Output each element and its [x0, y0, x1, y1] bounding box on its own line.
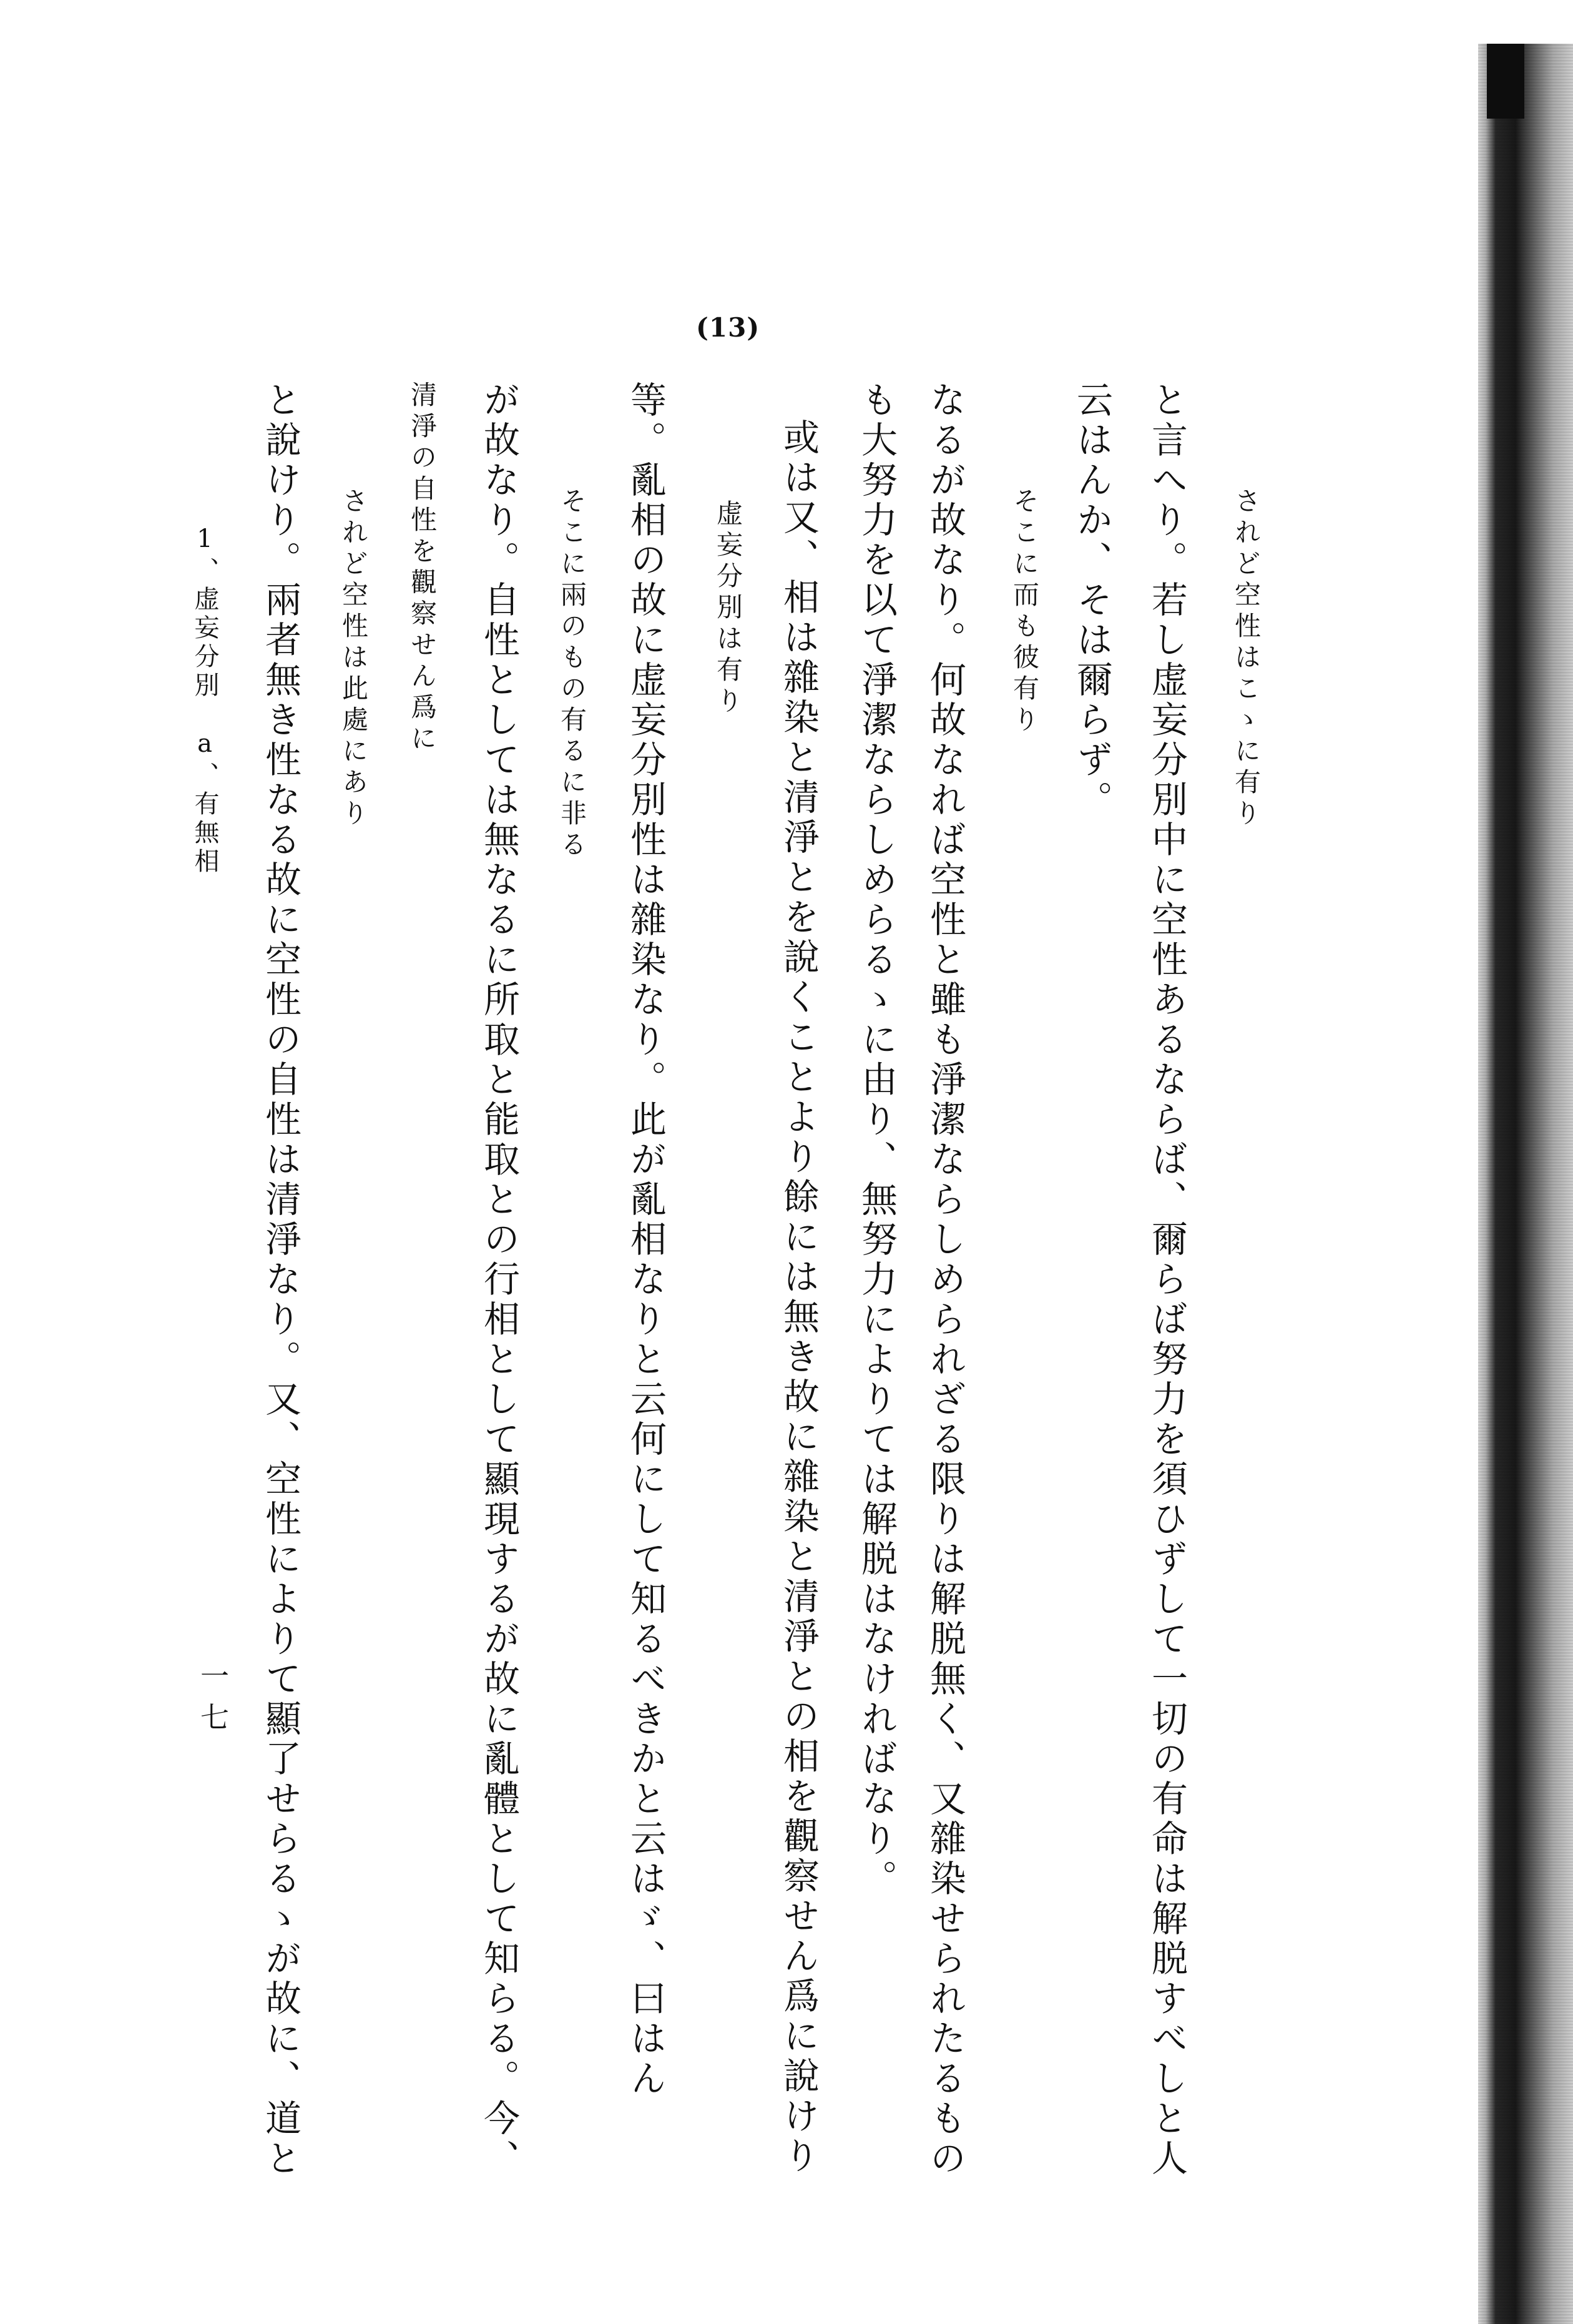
text-column-11: が故なり。自性としては無なるに所取と能取との行相として顯現するが故に亂體として知らる。今、 [478, 381, 520, 2179]
text-column-8: 虚妄分別は有り [713, 500, 743, 718]
text-column-2: と言へり。若し虚妄分別中に空性あるならば、爾らば努力を須ひずして一切の有命は解脱すべしと人 [1145, 381, 1188, 2179]
binding-shadow [1487, 44, 1524, 119]
page-number: 一七 [196, 1661, 230, 1743]
text-column-12: 清淨の自性を觀察せん爲に [407, 381, 438, 756]
binding-edge [1478, 44, 1573, 2324]
text-column-6: も大努力を以て淨潔ならしめらるゝに由り、無努力によりては解脱はなければなり。 [855, 381, 898, 1899]
text-column-13: されど空性は此處にあり [338, 487, 369, 830]
text-column-9: 等。亂相の故に虚妄分別性は雜染なり。此が亂相なりと云何にして知るべきかと云はゞ、曰はん [624, 381, 667, 2099]
text-column-10: そこに兩のもの有るに非る [557, 487, 587, 862]
text-column-1: されど空性はこゝに有り [1231, 487, 1262, 830]
text-column-3: 云はんか、そは爾らず。 [1071, 381, 1113, 820]
text-column-7: 或は又、相は雜染と清淨とを說くことより餘には無き故に雜染と清淨との相を觀察せん爲に說けり [777, 418, 820, 2177]
text-column-5: なるが故なり。何故なれば空性と雖も淨潔ならしめられざる限りは解脱無く、又雜染せられたるもの [924, 381, 966, 2179]
text-column-4: そこに而も彼有り [1009, 487, 1040, 737]
page-marker: (13) [696, 312, 760, 343]
text-column-14: と說けり。兩者無き性なる故に空性の自性は清淨なり。又、空性によりて顯了せらるゝが故に、道と [259, 381, 301, 2179]
footnote: 1、虚妄分別 a、有無相 [190, 524, 219, 877]
